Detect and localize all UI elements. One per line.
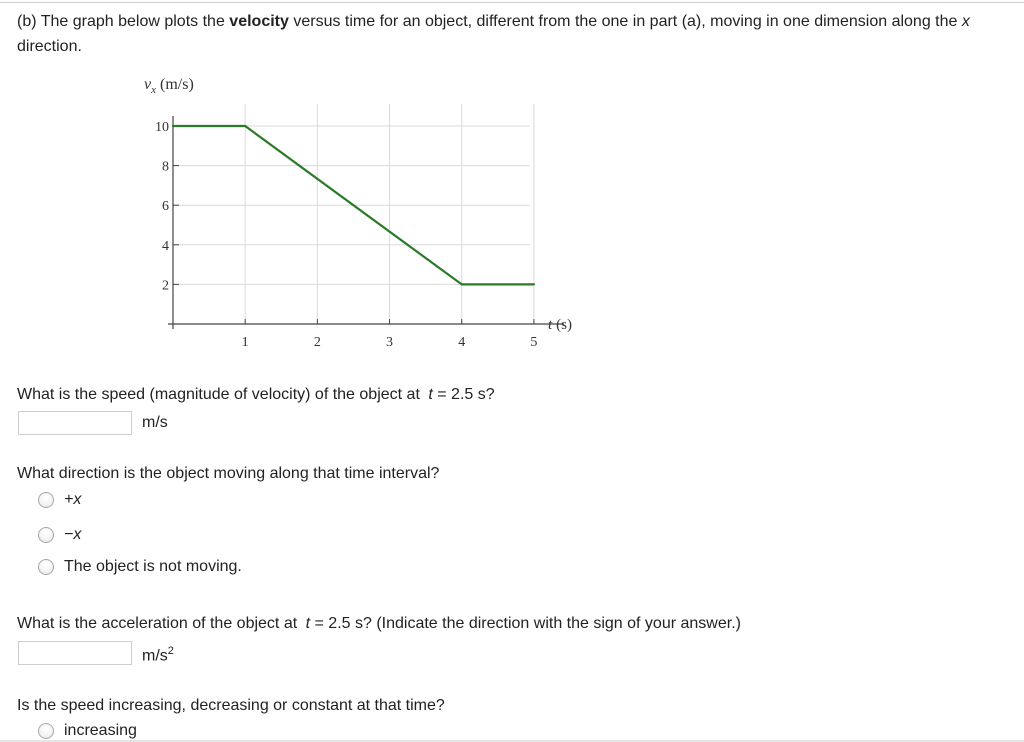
q3-text-after: = 2.5 s? (Indicate the direction with the sign of your answer.) xyxy=(314,615,741,632)
radio-button[interactable] xyxy=(38,492,54,508)
direction-option-plus-x[interactable] xyxy=(38,490,81,510)
q3-prompt xyxy=(17,615,741,633)
y-tick-label-6: 6 xyxy=(162,199,169,215)
speed-unit: m/s xyxy=(142,414,168,431)
q1-text-before: What is the speed (magnitude of velocity) of the object at xyxy=(17,386,420,403)
acceleration-answer-input[interactable] xyxy=(18,641,132,665)
q1-var-t: t xyxy=(428,386,433,403)
q3-var-t: t xyxy=(305,615,311,632)
x-axis-label: t (s) xyxy=(548,317,572,333)
axes xyxy=(168,116,564,329)
part-label: (b) xyxy=(17,13,37,30)
y-tick-label-2: 2 xyxy=(162,278,169,294)
acceleration-unit xyxy=(142,645,174,665)
q3-text-before: What is the acceleration of the object at xyxy=(17,615,298,632)
y-tick-label-4: 4 xyxy=(162,238,169,254)
y-axis-label: $v_x$ (m/s) xyxy=(144,76,194,96)
speed-option-increasing[interactable] xyxy=(38,721,137,741)
q1-prompt xyxy=(17,386,495,404)
tick-labels xyxy=(155,120,537,350)
q2-prompt: What direction is the object moving along that time interval? xyxy=(17,465,440,482)
radio-button[interactable] xyxy=(38,723,54,739)
intro-bold-velocity: velocity xyxy=(229,13,289,30)
q1-text-after: = 2.5 s? xyxy=(437,386,495,403)
data-point-velocity-1 xyxy=(244,125,246,127)
intro-text-before: The graph below plots the xyxy=(40,13,225,30)
option-label: +x xyxy=(64,491,82,508)
intro-var-x: x xyxy=(961,13,970,30)
radio-button[interactable] xyxy=(38,527,54,543)
x-tick-label-3: 3 xyxy=(386,335,394,350)
y-tick-label-10: 10 xyxy=(155,120,169,135)
radio-button[interactable] xyxy=(38,559,54,575)
top-divider xyxy=(0,2,1024,3)
acceleration-unit-base: m/s xyxy=(142,647,168,665)
direction-option-minus-x[interactable] xyxy=(38,525,81,545)
speed-answer-input[interactable] xyxy=(18,411,132,435)
x-tick-label-4: 4 xyxy=(458,335,466,350)
q4-prompt: Is the speed increasing, decreasing or constant at that time? xyxy=(17,697,445,714)
acceleration-unit-exponent: 2 xyxy=(167,645,174,657)
velocity-time-graph xyxy=(120,70,600,360)
intro-text-after: versus time for an object, different from the one in part (a), moving in one dimension along the xyxy=(293,13,958,30)
tick-marks xyxy=(173,126,534,324)
direction-option-not-moving[interactable] xyxy=(38,557,242,577)
option-label: increasing xyxy=(64,722,137,739)
data-point-velocity-2 xyxy=(461,283,463,285)
part-b-intro xyxy=(17,9,1007,59)
x-tick-label-1: 1 xyxy=(241,335,249,350)
option-label: The object is not moving. xyxy=(64,558,242,575)
y-tick-label-8: 8 xyxy=(162,159,169,175)
intro-text-end: direction. xyxy=(17,38,82,55)
data-point-velocity-0 xyxy=(172,125,174,127)
x-tick-label-2: 2 xyxy=(313,335,321,350)
data-point-velocity-3 xyxy=(533,283,535,285)
x-tick-label-5: 5 xyxy=(530,335,538,350)
grid-lines xyxy=(173,104,534,324)
option-label: −x xyxy=(64,526,82,543)
